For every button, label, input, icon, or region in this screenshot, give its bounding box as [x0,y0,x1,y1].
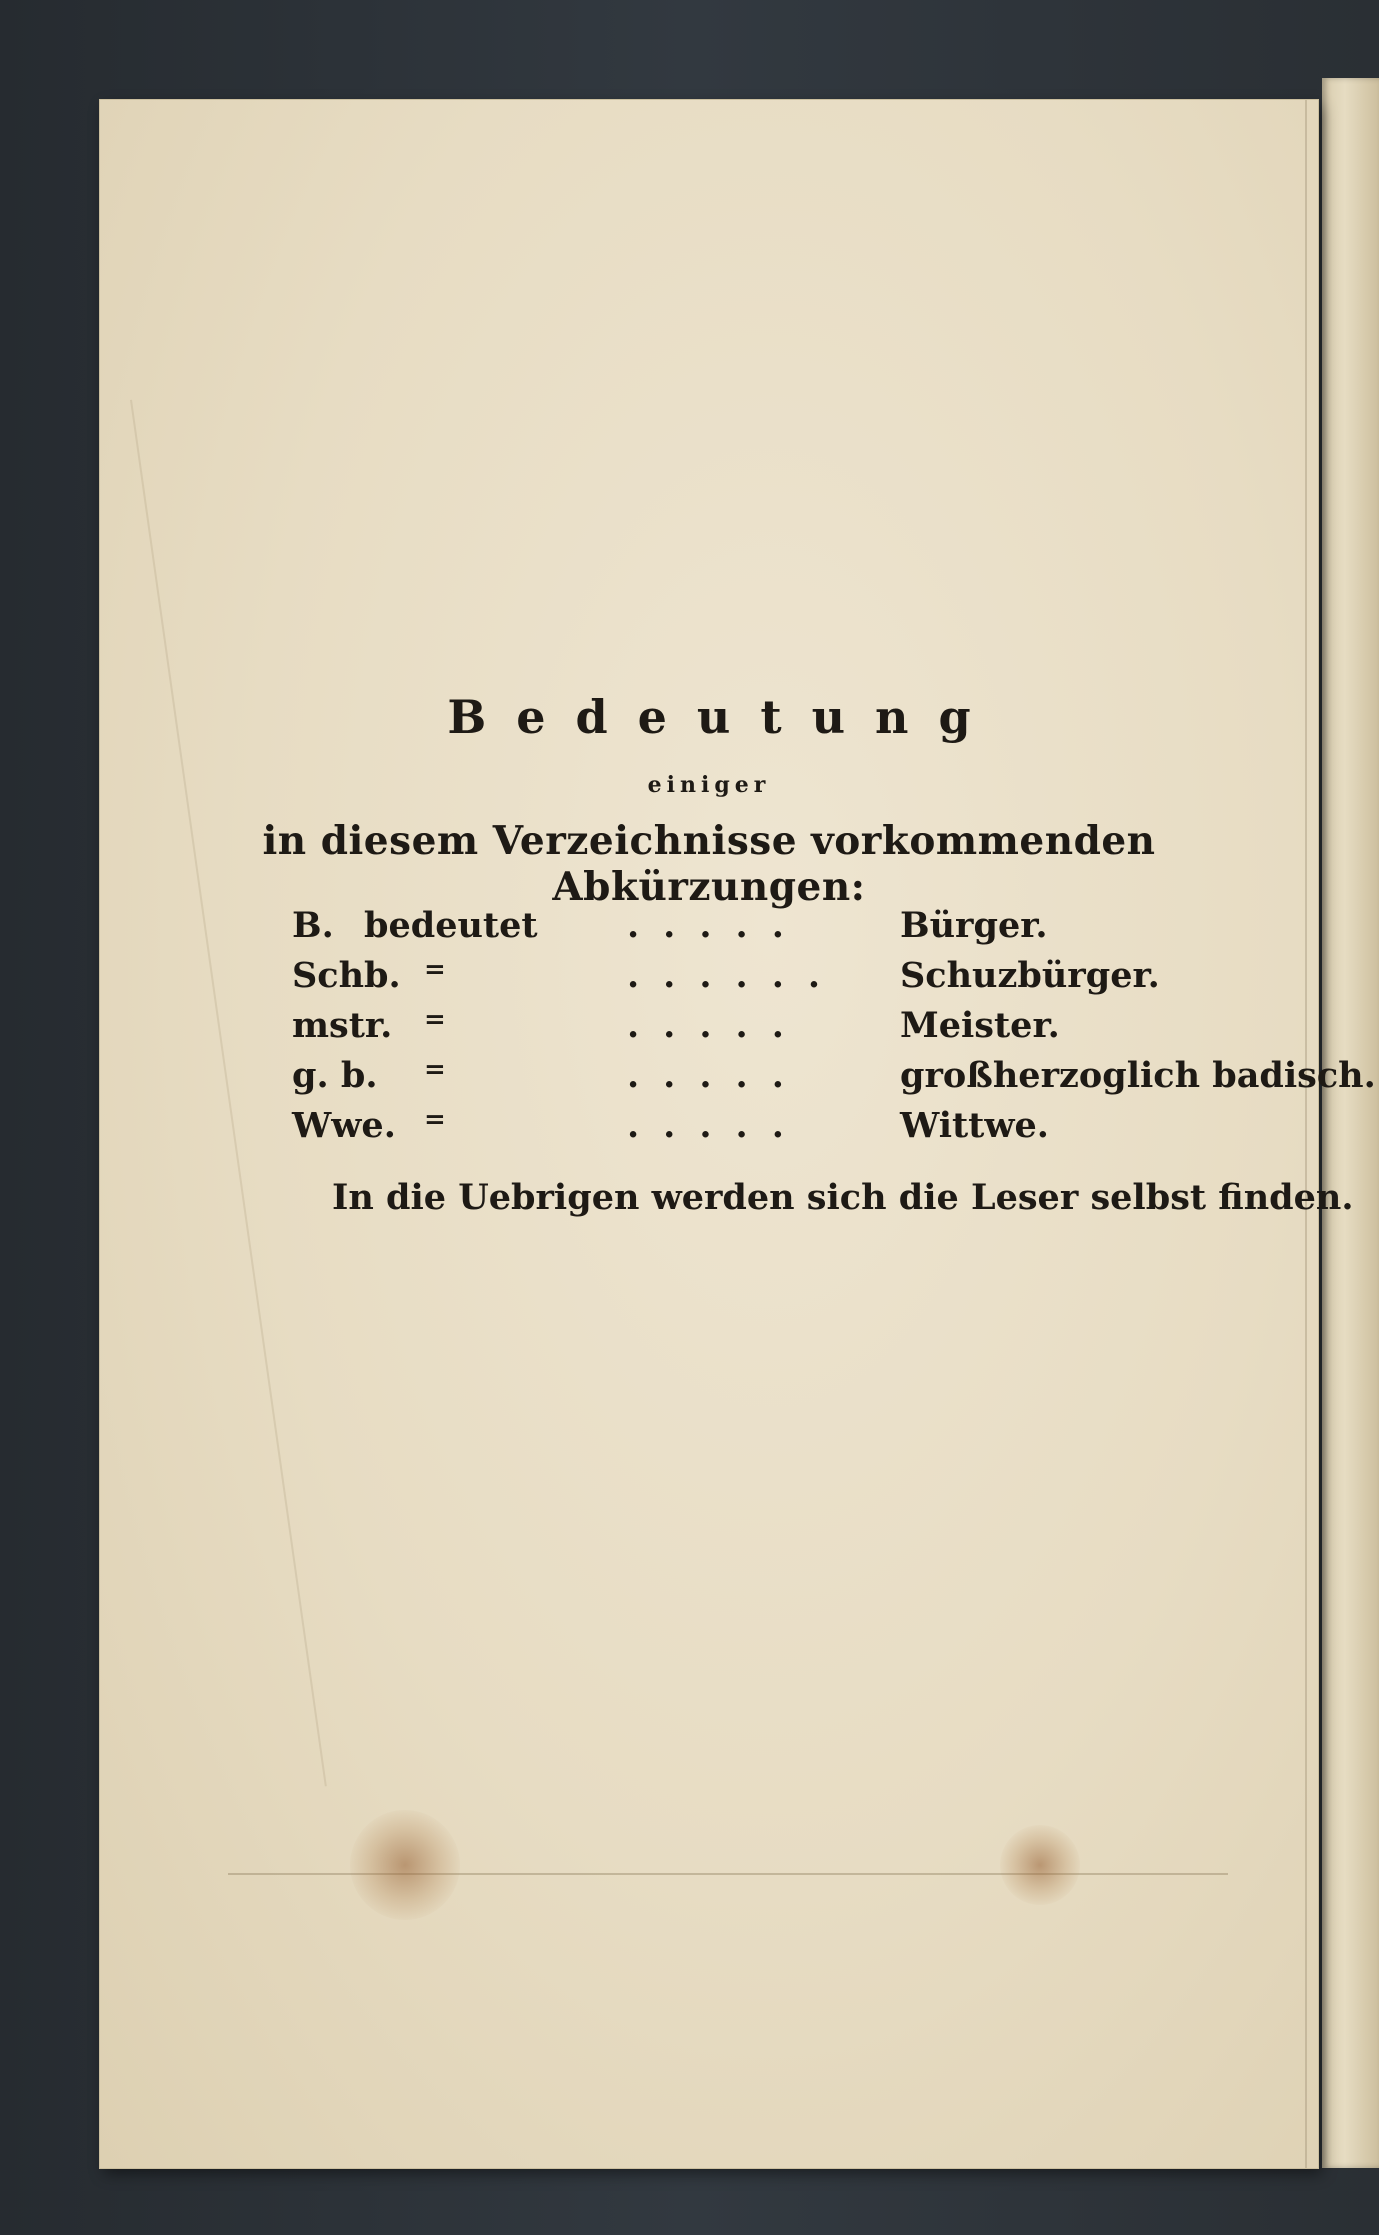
abbreviation-row [292,1105,1192,1155]
page-subheading: einiger [647,772,771,798]
abbreviation-list [292,905,1376,1155]
ditto-mark: = [424,1105,446,1135]
leader-dots: ..... [627,1055,808,1096]
adjacent-page-edge [1322,78,1379,2168]
ditto-mark: = [424,955,446,985]
intro-line: in diesem Verzeichnisse vorkommenden Abkürzungen: [262,818,1156,910]
abbreviation-verb: bedeutet [364,905,538,946]
abbreviation-key: g. b. [292,1055,378,1096]
abbreviation-meaning: großherzoglich badisch. [900,1055,1376,1096]
abbreviation-row [292,1005,1192,1055]
abbreviation-meaning: Bürger. [900,905,1048,946]
leader-dots: ...... [627,955,845,996]
abbreviation-meaning: Schuzbürger. [900,955,1160,996]
leader-dots: ..... [627,905,808,946]
abbreviation-meaning: Wittwe. [900,1105,1049,1146]
ditto-mark: = [424,1005,446,1035]
foxing-stain [350,1810,460,1920]
abbreviation-meaning: Meister. [900,1005,1060,1046]
leader-dots: ..... [627,1105,808,1146]
ditto-mark: = [424,1055,446,1085]
abbreviation-key: Schb. [292,955,401,996]
page-heading: Bedeutung [447,690,1001,744]
leader-dots: ..... [627,1005,808,1046]
abbreviation-key: B. [292,905,334,946]
abbreviation-key: Wwe. [292,1105,396,1146]
closing-line: In die Uebrigen werden sich die Leser selbst finden. [332,1177,1354,1218]
abbreviation-key: mstr. [292,1005,393,1046]
abbreviation-row [292,1055,1376,1105]
document-page [100,100,1376,2168]
foxing-stain [1000,1825,1080,1905]
paper-edge-line [1305,100,1307,2168]
abbreviation-row [292,905,1192,955]
abbreviation-row [292,955,1192,1005]
